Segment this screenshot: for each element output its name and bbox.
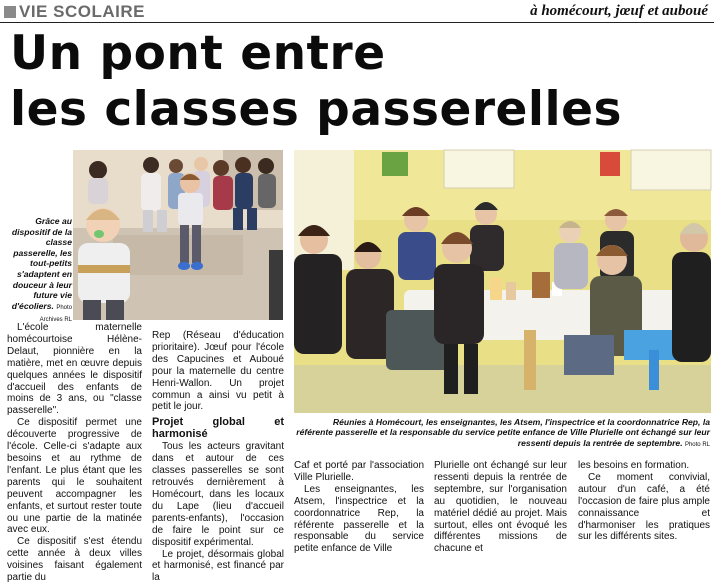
caption-text: Grâce au dispositif de la classe passerelle, les tout-petits s'adaptent en douceur à leur future vie d'écoliers. [12,216,72,311]
paragraph: les besoins en formation. [578,460,710,472]
article-column-3 [294,460,424,541]
photo-children [73,150,283,320]
article-column-2 [152,330,284,541]
rubric-label: VIE SCOLAIRE [19,2,145,21]
article-column-4 [434,460,567,541]
header-rule [0,22,714,23]
photo-meeting [294,150,711,413]
article-column-1 [7,322,142,541]
caption-text: Réunies à Homécourt, les enseignantes, les Atsem, l'inspectrice et la coordonnatrice Rep, la référente passerelle et la responsable du service petite enfance de Ville Plurielle ont échangé sur leur ressenti depuis la rentrée de septembre. [296,417,710,448]
photo-meeting-caption [296,417,710,450]
paragraph: Le projet, désormais global et harmonisé, est financé par la [152,549,284,584]
paragraph: Ce dispositif permet une découverte progressive de l'école. Celle-ci s'adapte aux besoins et au rythme de l'enfant. Le plus étant que les parents qui le souhaitent peuvent accompagner les enfants, et surtout rester toute ou une partie de la matinée avec eux. [7,417,142,536]
headline [10,26,622,138]
photo-children-caption [2,216,72,326]
paragraph: Plurielle ont échangé sur leur ressenti depuis la rentrée de septembre, sur l'organisation au quotidien, le nouveau matériel dédié au projet. Mais surtout, elles ont évoqué les différentes missions de chacune et [434,460,567,555]
paragraph: L'école maternelle homécourtoise Hélène-Delaut, pionnière en la matière, met en œuvre depuis quelques années le dispositif d'accueil des enfants de moins de 3 ans, ou "classe passerelle". [7,322,142,417]
section-rubric [4,2,145,22]
location-label: à homécourt, jœuf et auboué [530,3,708,20]
rubric-square-icon [4,6,16,18]
caption-credit: Photo Archives RL [40,305,72,324]
photo-meeting-image [294,150,711,413]
paragraph: Rep (Réseau d'éducation prioritaire). Jœuf pour l'école des Capucines et Auboué pour la maternelle du centre Henri-Wallon. Un projet commun a ainsi vu petit à petit le jour. [152,330,284,413]
paragraph: Ce dispositif s'est étendu cette année à deux villes voisines faisant également partie du [7,536,142,584]
headline-line-2: les classes passerelles [10,82,622,138]
headline-line-1: Un pont entre [10,26,622,82]
paragraph: Ce moment convivial, autour d'un café, a été l'occasion de faire plus ample connaissance et d'harmoniser les pratiques sur les différents sites. [578,472,710,543]
subheading: Projet global et harmonisé [152,416,284,440]
photo-children-image [73,150,283,320]
caption-credit: Photo RL [685,442,710,448]
paragraph: Les enseignantes, les Atsem, l'inspectrice et la coordonnatrice Rep, la référente passerelle et la responsable du service petite enfance de Ville [294,484,424,555]
paragraph: Tous les acteurs gravitant dans et autour de ces classes passerelles se sont retrouvés dernièrement à Homécourt, dans les locaux du Lape (lieu d'accueil parents-enfants), l'occasion de faire le point sur ce dispositif expérimental. [152,441,284,548]
article-column-5 [578,460,710,541]
paragraph: Caf et porté par l'association Ville Plurielle. [294,460,424,484]
